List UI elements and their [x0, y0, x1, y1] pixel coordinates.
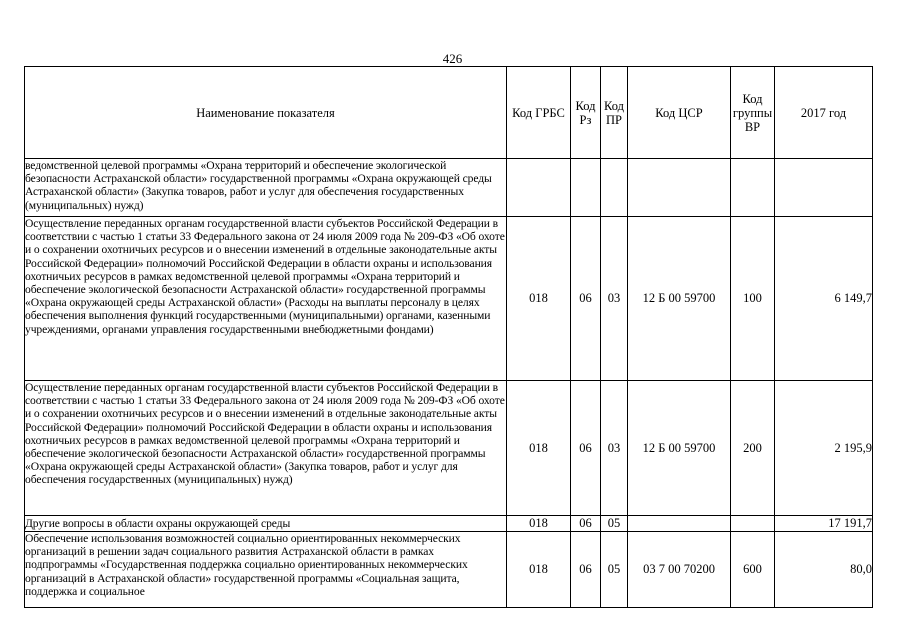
row-vr — [731, 516, 775, 532]
page-number: 426 — [442, 51, 463, 66]
row-name: Осуществление переданных органам государственной власти субъектов Российской Федерации в соответствии с частью 1 статьи 33 Федерального закона от 24 июля 2009 года № 209-ФЗ «Об охоте и о сохранении охотничьих ресурсов и о внесении изменений в отдельные законодательные акты Российской Федерации» полномочий Российской Федерации в области охраны и использования охотничьих ресурсов в рамках ведомственной целевой программы «Охрана территорий и обеспечение экологической безопасности Астраханской области» государственной программы «Охрана окружающей среды Астраханской области» (Расходы на выплаты персоналу в целях обеспечения выполнения функций государственными (муниципальными) органами, казенными учреждениями, органами управления государственными внебюджетными фондами) — [25, 217, 507, 381]
row-name: Обеспечение использования возможностей социально ориентированных некоммерческих организаций в решении задач социального развития Астраханской области в рамках подпрограммы «Государственная поддержка социально ориентированных некоммерческих организаций в Астраханской области» государственной программы «Социальная защита, поддержка и социальное — [25, 532, 507, 608]
row-grbs: 018 — [507, 381, 571, 516]
row-rz: 06 — [571, 381, 601, 516]
table-row — [25, 217, 873, 381]
row-vr — [731, 159, 775, 217]
row-rz: 06 — [571, 532, 601, 608]
row-rz — [571, 159, 601, 217]
row-name: ведомственной целевой программы «Охрана территорий и обеспечение экологической безопасности Астраханской области» государственной программы «Охрана окружающей среды Астраханской области» (Закупка товаров, работ и услуг для обеспечения государственных (муниципальных) нужд) — [25, 159, 507, 217]
column-header-rz: Код Рз — [571, 67, 601, 159]
column-header-year: 2017 год — [775, 67, 873, 159]
table-row — [25, 532, 873, 608]
row-name: Другие вопросы в области охраны окружающей среды — [25, 516, 507, 532]
row-vr: 600 — [731, 532, 775, 608]
column-header-name: Наименование показателя — [25, 67, 507, 159]
row-csr — [628, 516, 731, 532]
row-vr: 200 — [731, 381, 775, 516]
column-header-vr: Код группы ВР — [731, 67, 775, 159]
table-header-row — [25, 67, 873, 159]
row-rz: 06 — [571, 217, 601, 381]
column-header-pr: Код ПР — [601, 67, 628, 159]
column-header-csr: Код ЦСР — [628, 67, 731, 159]
row-pr: 03 — [601, 217, 628, 381]
row-grbs — [507, 159, 571, 217]
row-amount — [775, 159, 873, 217]
row-amount: 6 149,7 — [775, 217, 873, 381]
row-pr: 05 — [601, 532, 628, 608]
row-pr — [601, 159, 628, 217]
row-grbs: 018 — [507, 217, 571, 381]
row-csr: 12 Б 00 59700 — [628, 217, 731, 381]
table-row — [25, 381, 873, 516]
table-row — [25, 159, 873, 217]
row-pr: 05 — [601, 516, 628, 532]
row-pr: 03 — [601, 381, 628, 516]
row-csr: 03 7 00 70200 — [628, 532, 731, 608]
row-name: Осуществление переданных органам государственной власти субъектов Российской Федерации в соответствии с частью 1 статьи 33 Федерального закона от 24 июля 2009 года № 209-ФЗ «Об охоте и о сохранении охотничьих ресурсов и о внесении изменений в отдельные законодательные акты Российской Федерации» полномочий Российской Федерации в области охраны и использования охотничьих ресурсов в рамках ведомственной целевой программы «Охрана территорий и обеспечение экологической безопасности Астраханской области» государственной программы «Охрана окружающей среды Астраханской области» (Закупка товаров, работ и услуг для обеспечения государственных (муниципальных) нужд) — [25, 381, 507, 516]
row-amount: 80,0 — [775, 532, 873, 608]
row-csr — [628, 159, 731, 217]
row-csr: 12 Б 00 59700 — [628, 381, 731, 516]
column-header-grbs: Код ГРБС — [507, 67, 571, 159]
row-rz: 06 — [571, 516, 601, 532]
table-row — [25, 516, 873, 532]
row-grbs: 018 — [507, 532, 571, 608]
row-vr: 100 — [731, 217, 775, 381]
row-amount: 17 191,7 — [775, 516, 873, 532]
row-grbs: 018 — [507, 516, 571, 532]
row-amount: 2 195,9 — [775, 381, 873, 516]
budget-table — [24, 66, 873, 608]
